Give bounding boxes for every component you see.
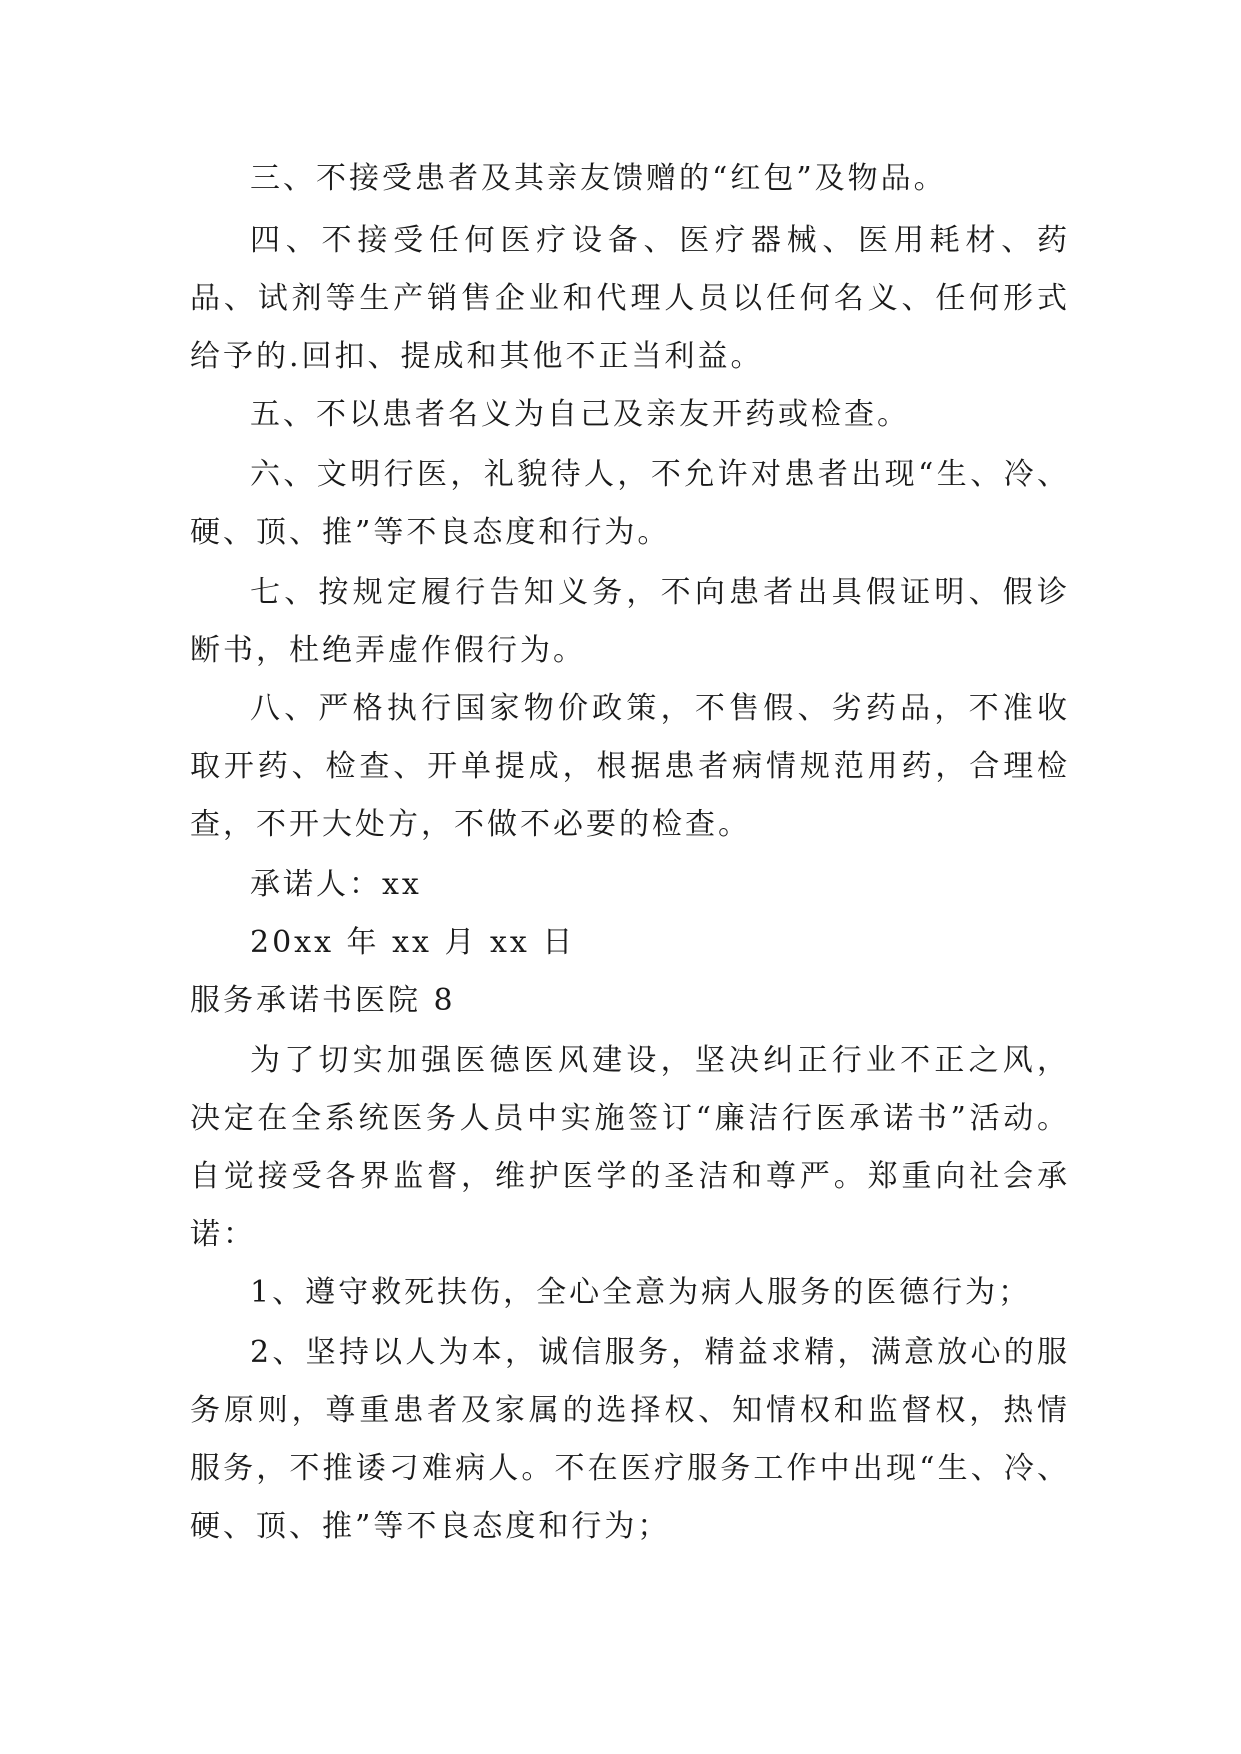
section-title: 服务承诺书医院 8 [190,983,456,1018]
section-intro-paragraph: 为了切实加强医德医风建设，坚决纠正行业不正之风，决定在全系统医务人员中实施签订“廉洁行医承诺书”活动。自觉接受各界监督，维护医学的圣洁和尊严。郑重向社会承诺： [190,1043,1070,1252]
paragraph-item-5: 五、不以患者名义为自己及亲友开药或检查。 [250,397,910,432]
paragraph-item-6: 六、文明行医，礼貌待人，不允许对患者出现“生、冷、硬、顶、推”等不良态度和行为。 [190,457,1070,550]
paragraph-item-3: 三、不接受患者及其亲友馈赠的“红包”及物品。 [250,161,947,196]
date-line: 20xx 年 xx 月 xx 日 [250,925,576,960]
paragraph-item-8: 八、严格执行国家物价政策，不售假、劣药品，不准收取开药、检查、开单提成，根据患者病情规范用药，合理检查，不开大处方，不做不必要的检查。 [190,691,1070,842]
commitment-item-1: 1、遵守救死扶伤，全心全意为病人服务的医德行为； [250,1275,1032,1310]
paragraph-item-4: 四、不接受任何医疗设备、医疗器械、医用耗材、药品、试剂等生产销售企业和代理人员以任何名义、任何形式给予的.回扣、提成和其他不正当利益。 [190,223,1070,374]
paragraph-item-7: 七、按规定履行告知义务，不向患者出具假证明、假诊断书，杜绝弄虚作假行为。 [190,575,1070,668]
signer-line: 承诺人：xx [250,867,422,902]
commitment-item-2: 2、坚持以人为本，诚信服务，精益求精，满意放心的服务原则，尊重患者及家属的选择权、知情权和监督权，热情服务，不推诿刁难病人。不在医疗服务工作中出现“生、冷、硬、顶、推”等不良态度和行为； [190,1335,1070,1544]
